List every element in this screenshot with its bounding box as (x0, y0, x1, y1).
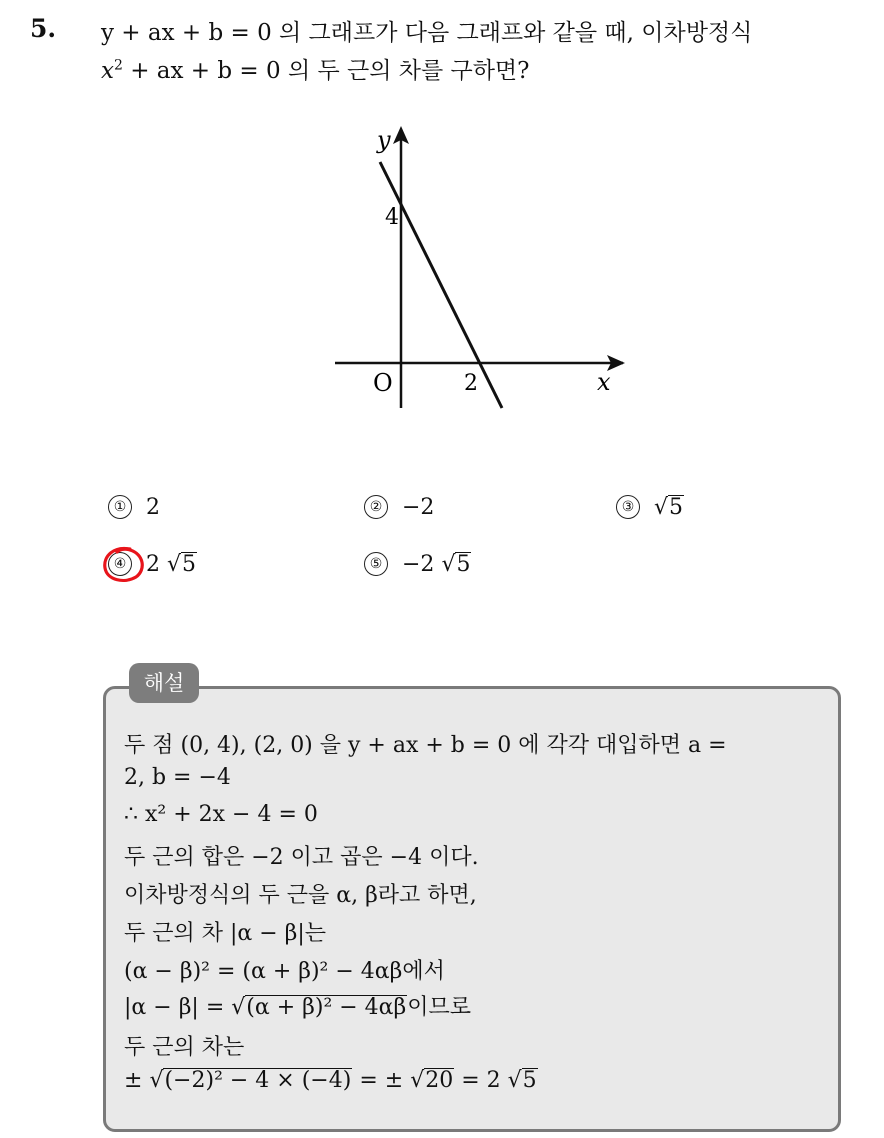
solution-line-10-radicand-1: (−2)² − 4 × (−4) (164, 1068, 352, 1093)
choice-3-marker: ③ (616, 495, 640, 519)
choice-3-text: 5 (669, 495, 684, 520)
question-number: 5. (30, 14, 57, 43)
solution-line-2: 2, b = −4 (124, 765, 231, 790)
solution-line-10 (124, 1068, 538, 1093)
question-line-1: y + ax + b = 0 의 그래프가 다음 그래프와 같을 때, 이차방정식 (101, 20, 753, 46)
x-axis-label: x (597, 368, 611, 396)
sqrt-symbol: √ (149, 1068, 164, 1093)
sqrt-symbol: √ (507, 1068, 522, 1093)
choice-3[interactable] (616, 495, 684, 520)
solution-tag: 해설 (129, 663, 199, 703)
solution-line-10-b: = ± (352, 1068, 411, 1093)
choice-4-marker: ④ (108, 552, 132, 576)
origin-label: O (373, 369, 393, 397)
linear-graph (325, 118, 635, 418)
y-axis-label: y (377, 126, 391, 154)
choice-1[interactable] (108, 495, 160, 520)
choice-5-radicand: 5 (456, 552, 471, 577)
y-intercept-label: 4 (385, 205, 399, 230)
x-intercept-label: 2 (464, 371, 478, 396)
solution-line-10-radicand-2: 20 (425, 1068, 454, 1093)
question-line-2: $x^2$ + ax + b = 0 의 두 근의 차를 구하면? (101, 57, 530, 84)
choice-5-text: −2 (402, 552, 435, 577)
question-line-2-text: + ax + b = 0 의 두 근의 차를 구하면? (130, 58, 530, 84)
choice-2[interactable] (364, 495, 434, 520)
solution-line-1: 두 점 (0, 4), (2, 0) 을 y + ax + b = 0 에 각각 대입하면 a = (124, 733, 727, 758)
solution-line-8 (124, 990, 471, 1021)
sqrt-symbol: √ (410, 1068, 425, 1093)
choice-4-radicand: 5 (182, 552, 197, 577)
solution-line-3: ∴ x² + 2x − 4 = 0 (124, 802, 318, 827)
sqrt-symbol: √ (167, 552, 182, 577)
sqrt-symbol: √ (441, 552, 456, 577)
graph-line (380, 162, 502, 408)
sqrt-symbol: √ (231, 995, 246, 1020)
choice-4-text: 2 (146, 552, 160, 577)
choice-2-marker: ② (364, 495, 388, 519)
solution-line-9: 두 근의 차는 (124, 1035, 245, 1060)
sqrt-symbol: √ (654, 495, 669, 520)
answer-circle-mark (100, 544, 148, 586)
solution-line-10-a: ± (124, 1068, 150, 1093)
choice-5[interactable] (364, 552, 471, 577)
choice-1-marker: ① (108, 495, 132, 519)
solution-line-6: 두 근의 차 |α − β|는 (124, 921, 327, 946)
solution-line-8-b: 이므로 (407, 995, 472, 1020)
choice-2-text: −2 (402, 495, 435, 520)
solution-line-8-a: |α − β| = (124, 995, 232, 1020)
choice-5-marker: ⑤ (364, 552, 388, 576)
solution-line-4: 두 근의 합은 −2 이고 곱은 −4 이다. (124, 845, 479, 870)
solution-line-8-radicand: (α + β)² − 4αβ (246, 995, 407, 1020)
solution-line-5: 이차방정식의 두 근을 α, β라고 하면, (124, 883, 477, 908)
solution-line-10-radicand-3: 5 (522, 1068, 537, 1093)
solution-line-7: (α − β)² = (α + β)² − 4αβ에서 (124, 959, 445, 984)
solution-line-10-c: = 2 (454, 1068, 508, 1093)
choice-1-text: 2 (146, 495, 160, 520)
